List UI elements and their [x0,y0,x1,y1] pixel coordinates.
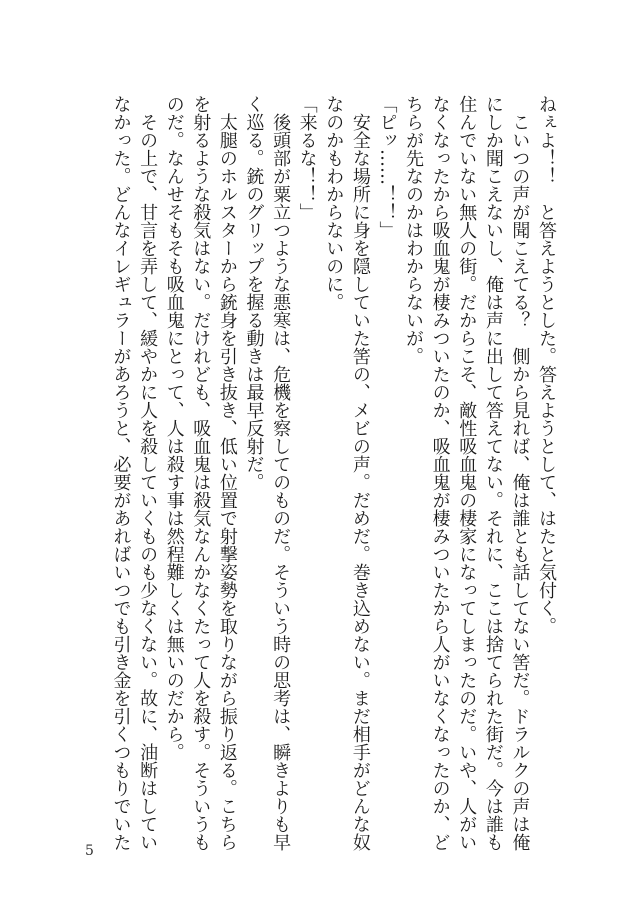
text-line: ねぇよ！！ と答えようとした。答えようとして、はたと気付く。 [536,95,557,635]
page-number: 5 [85,843,94,859]
text-line: 安全な場所に身を隠していた筈の、メビの声。だめだ。巻き込めない。まだ相手がどんな奴 [349,95,371,851]
text-line: 太腿のホルスターから銃身を引き抜き、低い位置で射撃姿勢を取りながら振り返る。こちら [216,95,238,851]
text-line: く巡る。銃のグリップを握る動きは最早反射だ。 [243,95,265,491]
text-line: その上で、甘言を弄して、緩やかに人を殺していくものも少なくない。故に、油断はしてい [137,95,159,851]
vertical-text-block [79,95,559,851]
text-line: 後頭部が粟立つような悪寒は、危機を察してのものだ。そういう時の思考は、瞬きよりも早 [270,95,292,851]
text-line: を射るような殺気はない。だけれども、吸血鬼は殺気なんかなくたって人を殺す。そういうも [190,95,212,851]
text-line: 「ピッ……！！」 [376,95,398,239]
text-line: ちらが先なのかはわからないが。 [403,95,425,365]
text-line: 「来るな！！」 [296,95,318,221]
text-line: にしか聞こえないし、俺は声に出して答えてない。それに、ここは捨てられた街だ。今は誰も [482,95,504,851]
text-line: 住んでいない無人の街。だからこそ、敵性吸血鬼の棲家になってしまったのだ。いや、人がい [456,95,478,851]
text-line: のだ。なんせそもそも吸血鬼にとって、人は殺す事は然程難しくは無いのだから。 [163,95,185,761]
text-line: こいつの声が聞こえてる？ 側から見れば、俺は誰とも話してない筈だ。ドラルクの声は俺 [509,95,531,851]
text-line: なくなったから吸血鬼が棲みついたのか、吸血鬼が棲みついたから人がいなくなったのか、ど [429,95,451,851]
text-line: なのかもわからないのに。 [323,95,345,311]
text-line: なかった。どんなイレギュラーがあろうと、必要があればいつでも引き金を引くつもりでいた [110,95,132,851]
